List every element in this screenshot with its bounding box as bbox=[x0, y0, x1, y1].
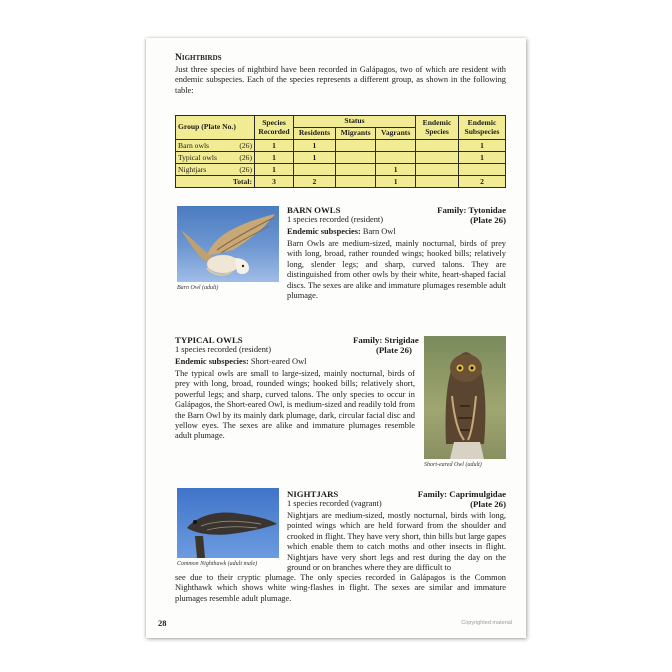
typical-owls-family: Family: Strigidae bbox=[353, 335, 419, 345]
header-migrants: Migrants bbox=[335, 128, 375, 140]
nightjars-recorded: 1 species recorded (vagrant) bbox=[287, 499, 382, 508]
header-status: Status bbox=[294, 116, 416, 128]
header-species-recorded: Species Recorded bbox=[255, 116, 294, 140]
header-vagrants: Vagrants bbox=[376, 128, 416, 140]
typical-owls-endemic: Endemic subspecies: Short-eared Owl bbox=[175, 357, 307, 366]
total-label: Total: bbox=[176, 176, 255, 188]
barn-owls-recorded: 1 species recorded (resident) bbox=[287, 215, 384, 224]
cell bbox=[416, 176, 459, 188]
row-group: Nightjars (26) bbox=[176, 164, 255, 176]
book-page bbox=[146, 38, 526, 638]
typical-owls-recorded: 1 species recorded (resident) bbox=[175, 345, 272, 354]
cell: 1 bbox=[376, 164, 416, 176]
table-row bbox=[176, 164, 506, 176]
cell: 2 bbox=[459, 176, 506, 188]
cell: 1 bbox=[255, 164, 294, 176]
nightjars-description: Nightjars are medium-sized, mostly nocturnal, birds with long, pointed wings which are held forward from the shoulder and crooked in flight. They have very short, thin bills but large gapes which enable them to catch moths and other insects in flight. Nightjars have very short legs and rest during the day on the ground or on branches where they are difficult to bbox=[287, 511, 506, 573]
cell: 1 bbox=[294, 152, 336, 164]
barn-owl-illustration bbox=[177, 206, 279, 282]
cell: 1 bbox=[294, 140, 336, 152]
cell bbox=[376, 140, 416, 152]
barn-owl-caption: Barn Owl (adult) bbox=[177, 285, 219, 291]
nighthawk-photo bbox=[177, 488, 279, 558]
header-group: Group (Plate No.) bbox=[176, 116, 255, 140]
barn-owls-family: Family: Tytonidae bbox=[437, 205, 506, 215]
cell bbox=[335, 176, 375, 188]
cell bbox=[416, 140, 459, 152]
typical-owls-title: TYPICAL OWLS bbox=[175, 335, 243, 345]
row-group: Barn owls (26) bbox=[176, 140, 255, 152]
typical-owls-plate: (Plate 26) bbox=[376, 345, 412, 355]
watermark: Copyrighted material bbox=[461, 620, 512, 626]
typical-owls-description: The typical owls are small to large-sized, mainly nocturnal, birds of prey with long, broad, rounded wings; hooked bills; relatively short, powerful legs; and sharp, curved talons. The only species to occur in Galápagos, the Short-eared Owl, is medium-sized and readily told from the Barn Owl by its mainly dark plumage, dark, circular facial disc and yellow eyes. The sexes are alike and immature plumages resemble adult plumage. bbox=[175, 369, 415, 441]
cell: 2 bbox=[294, 176, 336, 188]
barn-owl-photo bbox=[177, 206, 279, 282]
barn-owls-endemic: Endemic subspecies: Barn Owl bbox=[287, 227, 396, 236]
cell: 1 bbox=[459, 140, 506, 152]
nightjars-title: NIGHTJARS bbox=[287, 489, 339, 499]
barn-owls-title: BARN OWLS bbox=[287, 205, 341, 215]
intro-paragraph: Just three species of nightbird have been recorded in Galápagos, two of which are resident with endemic subspecies. Each of the species represents a different group, as shown in the following table: bbox=[175, 65, 506, 95]
nightjars-description-continued: see due to their cryptic plumage. The only species recorded in Galápagos is the Common Nighthawk which shows white wing-flashes in flight. The sexes are similar and immature plumages resemble adult plumage. bbox=[175, 573, 506, 603]
nightjars-family: Family: Caprimulgidae bbox=[417, 489, 506, 499]
page-number: 28 bbox=[158, 618, 167, 628]
short-eared-owl-caption: Short-eared Owl (adult) bbox=[424, 462, 482, 468]
cell: 3 bbox=[255, 176, 294, 188]
nighthawk-illustration bbox=[177, 488, 279, 558]
barn-owls-description: Barn Owls are medium-sized, mainly nocturnal, birds of prey with long, broad, rather rounded wings; hooked bills; relatively long, slender legs; and sharp, curved talons. They are distinguished from other owls by their white, heart-shaped facial discs. The sexes are alike and immature plumages resemble adult plumage. bbox=[287, 239, 506, 301]
cell: 1 bbox=[255, 152, 294, 164]
cell bbox=[335, 164, 375, 176]
cell bbox=[294, 164, 336, 176]
table-row bbox=[176, 152, 506, 164]
table-total-row bbox=[176, 176, 506, 188]
cell bbox=[459, 164, 506, 176]
short-eared-owl-illustration bbox=[424, 336, 506, 459]
cell: 1 bbox=[255, 140, 294, 152]
header-endemic-species: Endemic Species bbox=[416, 116, 459, 140]
section-title: Nightbirds bbox=[175, 53, 222, 63]
cell bbox=[335, 140, 375, 152]
cell: 1 bbox=[459, 152, 506, 164]
row-group: Typical owls (26) bbox=[176, 152, 255, 164]
nightjars-plate: (Plate 26) bbox=[470, 499, 506, 509]
cell bbox=[376, 152, 416, 164]
cell bbox=[335, 152, 375, 164]
cell bbox=[416, 152, 459, 164]
cell: 1 bbox=[376, 176, 416, 188]
short-eared-owl-photo bbox=[424, 336, 506, 459]
nighthawk-caption: Common Nighthawk (adult male) bbox=[177, 561, 258, 567]
header-residents: Residents bbox=[294, 128, 336, 140]
header-endemic-subspecies: Endemic Subspecies bbox=[459, 116, 506, 140]
cell bbox=[416, 164, 459, 176]
nightbird-table bbox=[175, 115, 506, 188]
table-row bbox=[176, 140, 506, 152]
barn-owls-plate: (Plate 26) bbox=[470, 215, 506, 225]
